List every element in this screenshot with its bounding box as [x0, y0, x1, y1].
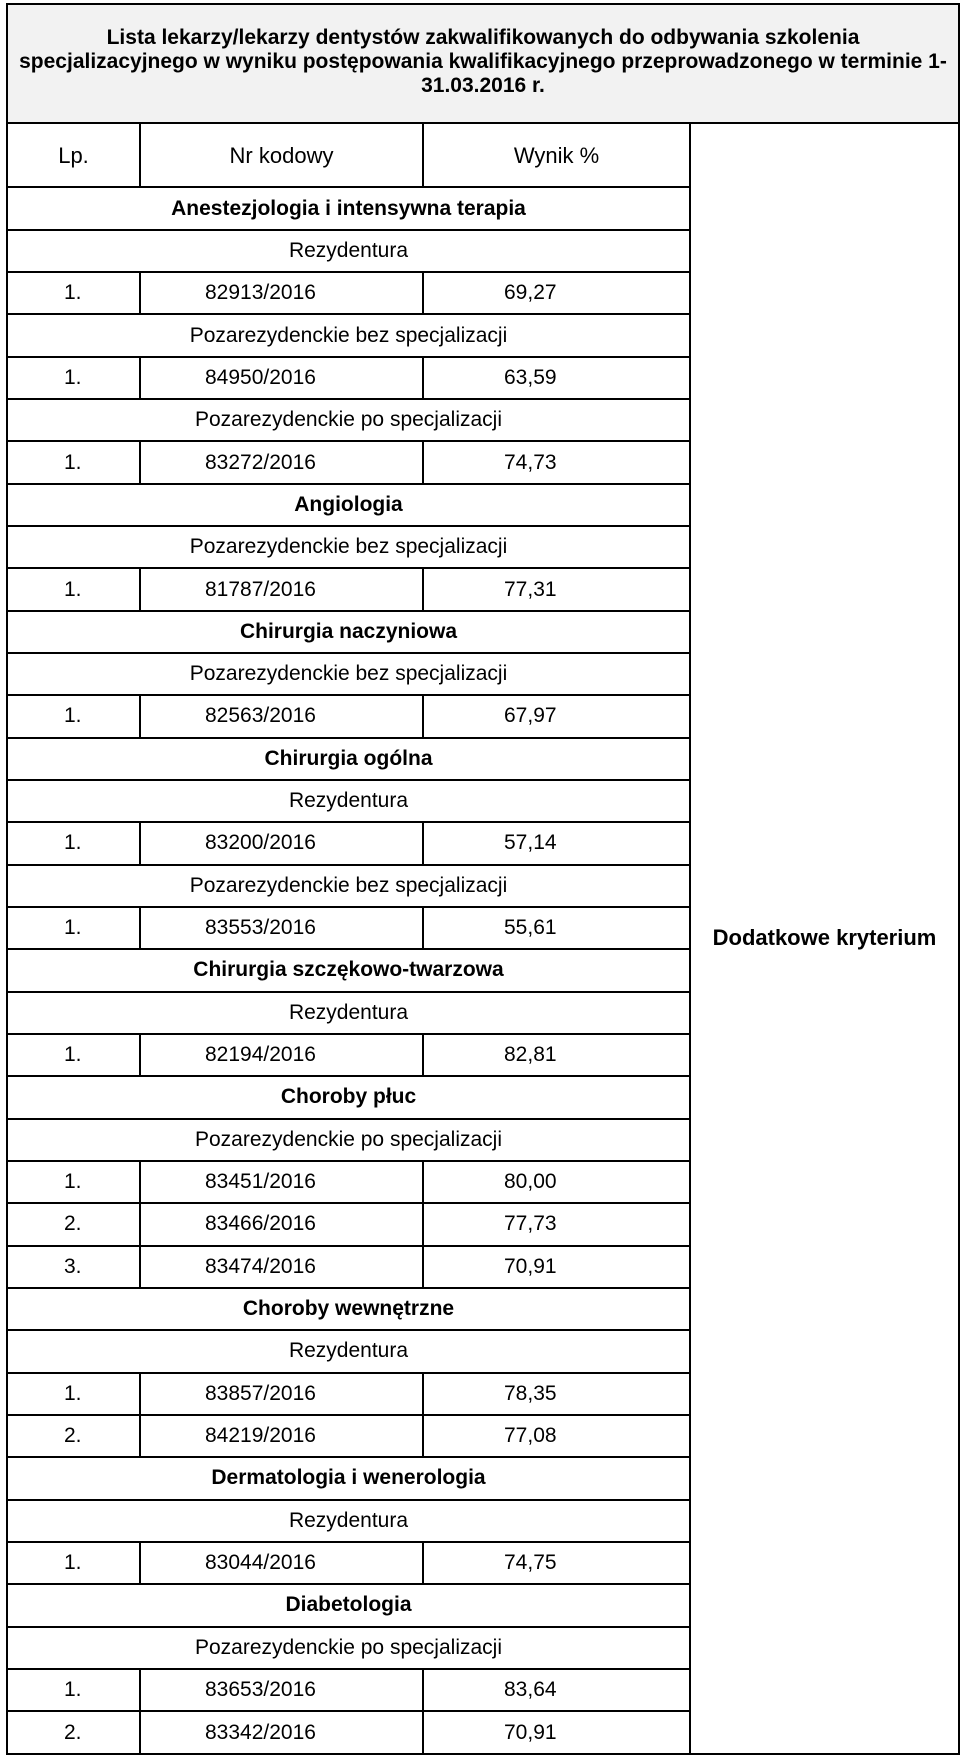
table-body [7, 4, 959, 1754]
lp-cell: 2. [7, 1711, 140, 1754]
specialty-heading: Choroby płuc [7, 1076, 690, 1118]
specialty-heading: Angiologia [7, 484, 690, 526]
training-mode-label: Rezydentura [7, 1330, 690, 1372]
specialty-heading: Chirurgia szczękowo-twarzowa [7, 949, 690, 991]
code-cell: 84950/2016 [140, 357, 423, 399]
specialty-heading: Dermatologia i wenerologia [7, 1457, 690, 1499]
code-cell: 83451/2016 [140, 1161, 423, 1203]
score-cell: 77,08 [423, 1415, 690, 1457]
training-mode-label: Pozarezydenckie po specjalizacji [7, 399, 690, 441]
code-cell: 83474/2016 [140, 1246, 423, 1288]
score-cell: 74,75 [423, 1542, 690, 1584]
training-mode-label: Pozarezydenckie po specjalizacji [7, 1627, 690, 1669]
specialty-heading: Anestezjologia i intensywna terapia [7, 187, 690, 229]
training-mode-label: Pozarezydenckie bez specjalizacji [7, 526, 690, 568]
training-mode-label: Pozarezydenckie po specjalizacji [7, 1119, 690, 1161]
title-row [7, 4, 959, 123]
score-cell: 67,97 [423, 695, 690, 737]
score-cell: 77,31 [423, 568, 690, 610]
training-mode-label: Rezydentura [7, 780, 690, 822]
header-row [7, 123, 959, 188]
score-cell: 83,64 [423, 1669, 690, 1711]
code-cell: 83857/2016 [140, 1373, 423, 1415]
score-cell: 69,27 [423, 272, 690, 314]
lp-cell: 1. [7, 441, 140, 483]
training-mode-label: Pozarezydenckie bez specjalizacji [7, 314, 690, 356]
code-cell: 83044/2016 [140, 1542, 423, 1584]
lp-cell: 1. [7, 357, 140, 399]
code-cell: 82913/2016 [140, 272, 423, 314]
code-cell: 81787/2016 [140, 568, 423, 610]
code-cell: 83342/2016 [140, 1711, 423, 1754]
code-cell: 83272/2016 [140, 441, 423, 483]
lp-cell: 1. [7, 1542, 140, 1584]
specialty-heading: Chirurgia naczyniowa [7, 611, 690, 653]
header-score: Wynik % [423, 123, 690, 188]
code-cell: 83200/2016 [140, 822, 423, 864]
score-cell: 82,81 [423, 1034, 690, 1076]
header-extra-criterion: Dodatkowe kryterium [690, 123, 959, 1754]
lp-cell: 1. [7, 1373, 140, 1415]
code-cell: 83653/2016 [140, 1669, 423, 1711]
lp-cell: 1. [7, 272, 140, 314]
score-cell: 74,73 [423, 441, 690, 483]
score-cell: 70,91 [423, 1246, 690, 1288]
code-cell: 83466/2016 [140, 1203, 423, 1245]
score-cell: 55,61 [423, 907, 690, 949]
specialty-heading: Chirurgia ogólna [7, 738, 690, 780]
training-mode-label: Rezydentura [7, 230, 690, 272]
training-mode-label: Rezydentura [7, 1500, 690, 1542]
header-lp: Lp. [7, 123, 140, 188]
lp-cell: 1. [7, 695, 140, 737]
specialty-heading: Diabetologia [7, 1584, 690, 1626]
score-cell: 78,35 [423, 1373, 690, 1415]
document-title: Lista lekarzy/lekarzy dentystów zakwalifikowanych do odbywania szkolenia specjalizacyjnego w wyniku postępowania kwalifikacyjnego przeprowadzonego w terminie 1-31.03.2016 r. [7, 4, 959, 123]
lp-cell: 2. [7, 1415, 140, 1457]
training-mode-label: Rezydentura [7, 992, 690, 1034]
lp-cell: 1. [7, 822, 140, 864]
code-cell: 84219/2016 [140, 1415, 423, 1457]
lp-cell: 1. [7, 907, 140, 949]
training-mode-label: Pozarezydenckie bez specjalizacji [7, 653, 690, 695]
score-cell: 70,91 [423, 1711, 690, 1754]
score-cell: 80,00 [423, 1161, 690, 1203]
code-cell: 82563/2016 [140, 695, 423, 737]
code-cell: 82194/2016 [140, 1034, 423, 1076]
lp-cell: 1. [7, 568, 140, 610]
code-cell: 83553/2016 [140, 907, 423, 949]
score-cell: 77,73 [423, 1203, 690, 1245]
score-cell: 63,59 [423, 357, 690, 399]
qualification-list-table [6, 3, 960, 1755]
training-mode-label: Pozarezydenckie bez specjalizacji [7, 865, 690, 907]
lp-cell: 1. [7, 1034, 140, 1076]
lp-cell: 3. [7, 1246, 140, 1288]
lp-cell: 1. [7, 1669, 140, 1711]
header-code: Nr kodowy [140, 123, 423, 188]
lp-cell: 1. [7, 1161, 140, 1203]
lp-cell: 2. [7, 1203, 140, 1245]
score-cell: 57,14 [423, 822, 690, 864]
specialty-heading: Choroby wewnętrzne [7, 1288, 690, 1330]
